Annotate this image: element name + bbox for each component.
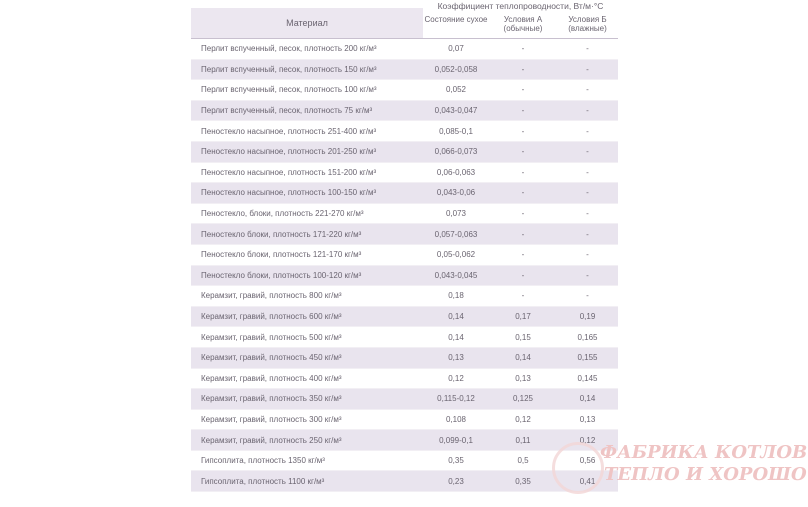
cell-dry: 0,057-0,063	[434, 229, 478, 239]
cell-condition-b: -	[586, 188, 589, 198]
cell-dry: 0,18	[448, 291, 464, 301]
table-row	[191, 183, 618, 204]
table-row	[191, 245, 618, 266]
cell-dry: 0,073	[445, 209, 467, 219]
table-row	[191, 224, 618, 245]
cell-condition-b: 0,19	[579, 312, 596, 322]
table-row	[191, 163, 618, 184]
cell-condition-a: 0,13	[515, 373, 531, 383]
header-coefficient: Коэффициент теплопроводности, Вт/м·°С	[437, 1, 604, 11]
cell-condition-a: 0,11	[515, 435, 531, 445]
cell-dry: 0,043-0,06	[436, 188, 476, 198]
cell-condition-a: 0,35	[515, 476, 531, 486]
cell-material: Пеностекло блоки, плотность 121-170 кг/м³	[201, 250, 362, 260]
cell-condition-b: -	[586, 85, 589, 95]
watermark-logo	[552, 440, 808, 500]
table-body	[191, 39, 618, 492]
cell-condition-a: 0,12	[515, 414, 531, 424]
cell-dry: 0,07	[448, 44, 464, 54]
cell-condition-a: -	[521, 147, 525, 157]
table-row	[191, 60, 618, 81]
cell-material: Перлит вспученный, песок, плотность 150 кг/м³	[201, 64, 377, 74]
cell-material: Керамзит, гравий, плотность 500 кг/м³	[201, 332, 342, 342]
cell-condition-a: -	[521, 188, 525, 198]
cell-condition-b: -	[586, 291, 589, 301]
cell-condition-b: 0,12	[579, 435, 596, 445]
cell-material: Керамзит, гравий, плотность 350 кг/м³	[201, 394, 342, 404]
cell-dry: 0,043-0,045	[434, 270, 478, 280]
cell-material: Керамзит, гравий, плотность 300 кг/м³	[201, 414, 342, 424]
cell-condition-b: -	[586, 106, 589, 116]
cell-condition-b: -	[586, 250, 589, 260]
cell-condition-b: -	[586, 209, 589, 219]
table-row	[191, 39, 618, 60]
table-row	[191, 101, 618, 122]
cell-material: Перлит вспученный, песок, плотность 100 кг/м³	[201, 85, 377, 95]
cell-condition-b: 0,165	[577, 332, 598, 342]
table-row	[191, 389, 618, 410]
cell-condition-b: 0,145	[577, 373, 598, 383]
cell-condition-b: -	[586, 147, 589, 157]
cell-condition-a: -	[521, 229, 525, 239]
cell-condition-a: -	[521, 209, 525, 219]
cell-material: Пеностекло насыпное, плотность 100-150 кг/м³	[201, 188, 377, 198]
cell-condition-b: 0,41	[579, 476, 596, 486]
table-row	[191, 307, 618, 328]
cell-condition-b: -	[586, 64, 589, 74]
table-row	[191, 286, 618, 307]
table-row	[191, 327, 618, 348]
cell-condition-b: -	[586, 167, 589, 177]
header-material: Материал	[191, 8, 423, 38]
cell-material: Гипсоплита, плотность 1100 кг/м³	[201, 476, 325, 486]
header-dry: Состояние сухое	[424, 15, 488, 24]
cell-condition-a: 0,14	[515, 353, 531, 363]
cell-material: Пеностекло насыпное, плотность 151-200 кг/м³	[201, 167, 377, 177]
cell-dry: 0,13	[448, 353, 464, 363]
cell-condition-a: -	[521, 250, 525, 260]
cell-condition-a: -	[521, 64, 525, 74]
cell-dry: 0,066-0,073	[434, 147, 478, 157]
cell-dry: 0,052	[445, 85, 467, 95]
cell-condition-a: -	[521, 126, 525, 136]
cell-dry: 0,06-0,063	[436, 167, 476, 177]
cell-material: Керамзит, гравий, плотность 400 кг/м³	[201, 373, 342, 383]
table-row	[191, 142, 618, 163]
cell-dry: 0,14	[448, 332, 464, 342]
cell-condition-b: -	[586, 44, 589, 54]
cell-material: Пеностекло блоки, плотность 100-120 кг/м³	[201, 270, 362, 280]
cell-material: Керамзит, гравий, плотность 600 кг/м³	[201, 312, 342, 322]
cell-dry: 0,05-0,062	[436, 250, 476, 260]
cell-material: Керамзит, гравий, плотность 250 кг/м³	[201, 435, 342, 445]
cell-dry: 0,12	[448, 373, 464, 383]
cell-dry: 0,085-0,1	[439, 126, 473, 136]
cell-condition-a: 0,15	[515, 332, 531, 342]
cell-condition-b: -	[586, 229, 589, 239]
cell-material: Керамзит, гравий, плотность 800 кг/м³	[201, 291, 342, 301]
table-row	[191, 410, 618, 431]
cell-condition-a: -	[521, 270, 525, 280]
cell-condition-b: 0,155	[577, 353, 598, 363]
cell-condition-a: 0,125	[512, 394, 534, 404]
cell-dry: 0,35	[448, 456, 464, 466]
table-row	[191, 121, 618, 142]
cell-material: Пеностекло насыпное, плотность 251-400 кг/м³	[201, 126, 377, 136]
cell-material: Керамзит, гравий, плотность 450 кг/м³	[201, 353, 342, 363]
cell-condition-a: -	[521, 291, 525, 301]
watermark-line1: ФАБРИКА КОТЛОВ	[600, 442, 808, 463]
watermark-line2: ТЕПЛО И ХОРОШО	[604, 464, 807, 485]
header-condition-a: Условия А (обычные)	[503, 15, 543, 33]
cell-material: Пеностекло блоки, плотность 171-220 кг/м³	[201, 229, 362, 239]
cell-condition-b: -	[586, 270, 589, 280]
cell-condition-b: 0,13	[579, 414, 596, 424]
cell-dry: 0,108	[445, 414, 467, 424]
cell-condition-b: 0,14	[579, 394, 596, 404]
cell-dry: 0,099-0,1	[439, 435, 473, 445]
cell-material: Пеностекло, блоки, плотность 221-270 кг/м³	[201, 209, 364, 219]
header-condition-b: Условия Б (влажные)	[568, 15, 607, 33]
cell-material: Гипсоплита, плотность 1350 кг/м³	[201, 456, 325, 466]
cell-dry: 0,14	[448, 312, 464, 322]
cell-condition-b: 0,56	[579, 456, 596, 466]
cell-condition-a: 0,17	[515, 312, 531, 322]
cell-condition-b: -	[586, 126, 589, 136]
cell-material: Перлит вспученный, песок, плотность 75 кг/м³	[201, 106, 373, 116]
cell-dry: 0,043-0,047	[434, 106, 478, 116]
cell-material: Пеностекло насыпное, плотность 201-250 кг/м³	[201, 147, 377, 157]
cell-condition-a: -	[521, 85, 525, 95]
table-row	[191, 266, 618, 287]
table-row	[191, 369, 618, 390]
cell-dry: 0,052-0,058	[434, 64, 478, 74]
cell-dry: 0,23	[448, 476, 464, 486]
table-header	[191, 1, 618, 39]
cell-condition-a: -	[521, 106, 525, 116]
table-row	[191, 204, 618, 225]
table-row	[191, 80, 618, 101]
watermark-circle-icon	[552, 442, 604, 494]
cell-condition-a: -	[521, 44, 525, 54]
cell-condition-a: 0,5	[517, 456, 529, 466]
cell-dry: 0,115-0,12	[437, 394, 475, 404]
cell-condition-a: -	[521, 167, 525, 177]
thermal-conductivity-table	[191, 1, 618, 492]
cell-material: Перлит вспученный, песок, плотность 200 кг/м³	[201, 44, 377, 54]
table-row	[191, 348, 618, 369]
